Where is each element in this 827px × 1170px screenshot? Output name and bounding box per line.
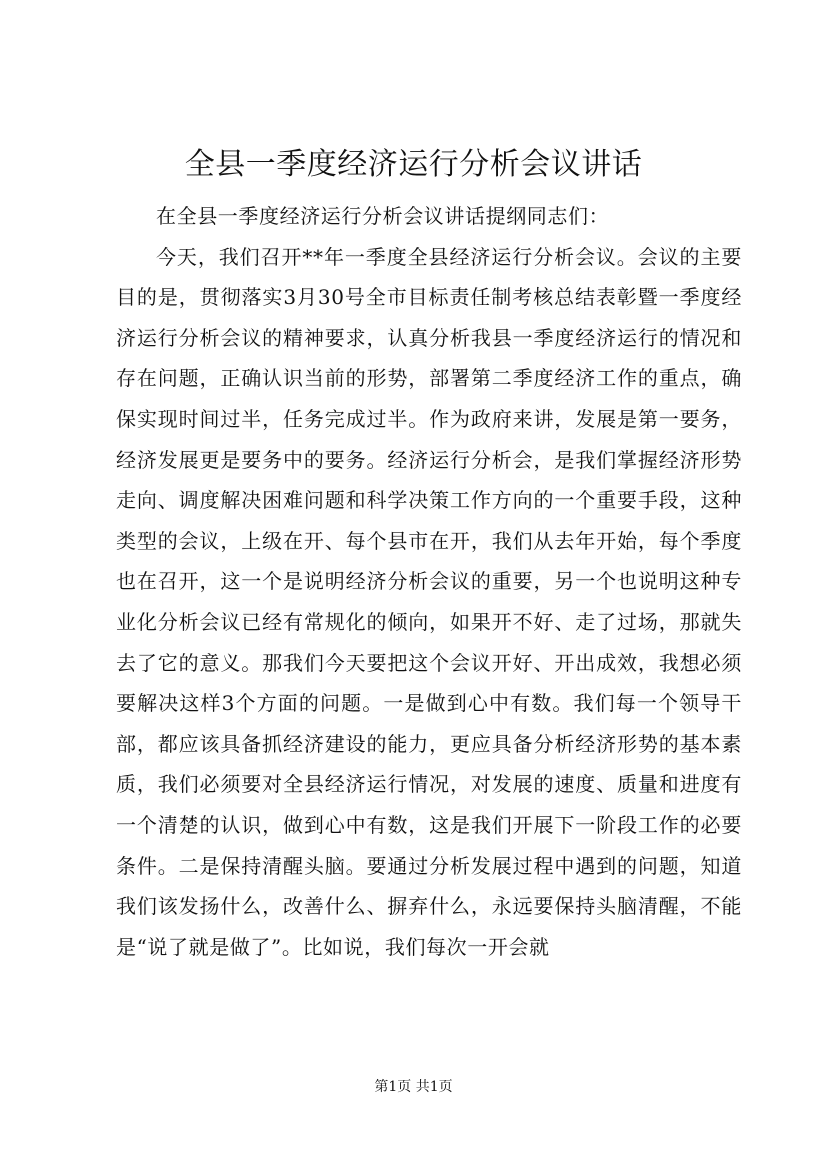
document-body: [116, 196, 742, 967]
paragraph-salutation: 在全县一季度经济运行分析会议讲话提纲同志们：: [156, 204, 610, 228]
paragraph-main: 今天，我们召开**年一季度全县经济运行分析会议。会议的主要目的是，贯彻落实3月30号全市目标责任制考核总结表彰暨一季度经济运行分析会议的精神要求，认真分析我县一季度经济运行的情况和存在问题，正确认识当前的形势，部署第二季度经济工作的重点，确保实现时间过半，任务完成过半。作为政府来讲，发展是第一要务，经济发展更是要务中的要务。经济运行分析会，是我们掌握经济形势走向、调度解决困难问题和科学决策工作方向的一个重要手段，这种类型的会议，上级在开、每个县市在开，我们从去年开始，每个季度也在召开，这一个是说明经济分析会议的重要，另一个也说明这种专业化分析会议已经有常规化的倾向，如果开不好、走了过场，那就失去了它的意义。那我们今天要把这个会议开好、开出成效，我想必须要解决这样3个方面的问题。一是做到心中有数。我们每一个领导干部，都应该具备抓经济建设的能力，更应具备分析经济形势的基本素质，我们必须要对全县经济运行情况，对发展的速度、质量和进度有一个清楚的认识，做到心中有数，这是我们开展下一阶段工作的必要条件。二是保持清醒头脑。要通过分析发展过程中遇到的问题，知道我们该发扬什么，改善什么、摒弃什么，永远要保持头脑清醒，不能是“说了就是做了”。比如说，我们每次一开会就: [116, 244, 742, 959]
document-title: 全县一季度经济运行分析会议讲话: [184, 147, 643, 182]
page-footer: 第1页 共1页: [374, 1079, 453, 1095]
